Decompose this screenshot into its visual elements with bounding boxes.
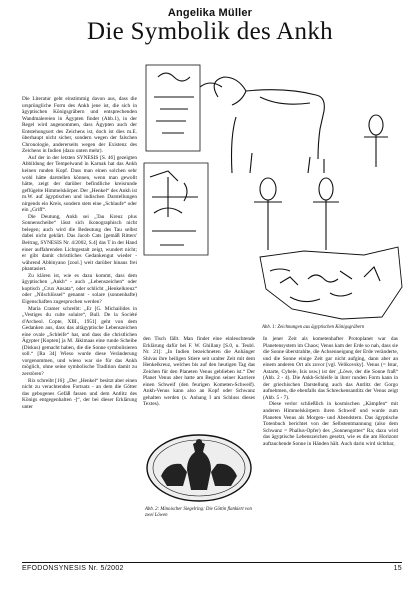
author-name: Angelika Müller bbox=[167, 7, 253, 19]
ankh-drawing bbox=[313, 178, 339, 250]
article-title: Die Symbolik des Ankh bbox=[87, 18, 333, 45]
journal-issue: EFODONSYNESIS Nr. 5/2002 bbox=[22, 565, 124, 572]
paragraph: Zu klären ist, wie es dazu kommt, dass dem ägyptischen „Ankh“ - auch „Lebenszeichen“ oder koptisch „Crux Ansata“, oder schlicht „Henkelkreuz“ oder „Nilschlüssel“ genannt - solare (sonnenhafte) Eigenschaften zugesprochen werden? bbox=[22, 272, 137, 305]
figure-egyptian-drawings bbox=[140, 57, 405, 325]
text-column-2 bbox=[143, 336, 255, 408]
paragraph: Diese verlor schließlich in kosmischen „Kämpfen“ mit anderen Himmelskörpern ihren Schweif und wurde zum Planeten Venus als Morgen- und Abendstern. Das ägyptische Totenbuch berichtet von der Selbstentmannung (also dem Schwanz = Phallus-Opfer) des „Sonnengottes“ Ra; dazu wird das ägyptische Lebenszeichen gesetzt, wie es die am Horizont auftauchende Sonne in Händen hält. Auch darin wird sichtbar, bbox=[263, 401, 398, 447]
paragraph: Die Deutung, Ankh sei „Tau Kreuz plus Sonnenscheibe“ lässt sich ikonographisch nicht belegen; auch wird die Bedeutung des Tau selbst dabei nicht geklärt. Das Jacob Cats [gemäß Ritters' Beitrag, SYNESIS Nr. 4/2002, S.4] das T in der Hand einer auffahrenden Lichtgestalt zeigt, wundert nicht; er gibt damit christliches Gedankengut wieder - während Abbinyano [zool.] weit darüber hinaus frei phantasiert. bbox=[22, 213, 137, 273]
ankh-drawing bbox=[254, 178, 282, 250]
text-column-1 bbox=[22, 96, 137, 410]
bull-drawing bbox=[200, 77, 324, 173]
paragraph: Rix schreibt [16]: „Der „Henkel“ besitzt aber einen nicht zu verachtenden Fortsatz - an dem die Götter das gebogenes Gefäß fassen und dem Antlitz des Königs entgegenhalten -]“, der bei dieser Erklärung unter bbox=[22, 377, 137, 410]
ankh-drawing bbox=[364, 115, 388, 167]
text-column-3 bbox=[263, 336, 398, 447]
page-footer bbox=[22, 562, 402, 572]
figure-caption: Abb. 2: Minoischer Siegelring: Die Göttin flankiert von zwei Löwen bbox=[145, 507, 252, 518]
paragraph: Maria Cramer schreibt: „Er [G. Michailides in „Vestiges du culte solaire“, Bull. De la Société d'Archeol. Copte, XIII., 1951] geht von dem Gedanken aus, dass das altägyptische Lebenszeichen eine ovale „Schleife“ hat, und dass die christlichen Ägypter [Kopten] ja M. Jäkimaas eine runde Scheibe (Diskus) gemacht haben, die die Sonne symbolisieren soll.“ [Ra 34] Wieso wurde diese Veränderung vorgenommen, und wieso war sie für das Ankh möglich, ohne seine symbolische Tradition damit zu zerstören? bbox=[22, 305, 137, 377]
paragraph: In jener Zeit als kometenhafter Protoplanet war das Planetensystem im Chaos; Venus kam der Erde so nah, dass sie die Sonne überstrahlte, die Achsenneigung der Erde veränderte, und die Sonne einige Zeit gar nicht aufging, dann aber an einem anderen Ort als zuvor [vgl. Velikovsky]. Venus (= Istar, Astarte, Cybele, Isis usw.) ist der „Löwe, der die Sonne fraß“ (Abb. 2 - 4). Die Ankh-Schleife in ihrer runden Form kann in der griechischen Darstellung auch das Antlitz der Gorgo aufnehmen, die ebenfalls das Schreckensantlitz der Venus zeigt (Abb. 5 - 7). bbox=[263, 336, 398, 401]
paragraph: Auf der in der letzten SYNESIS [S. 46] gezeigten Abbildung der Tempelwand in Karnak hat das Ankh keinen runden Kopf. Dass man einen solchen sehr wohl hätte darstellen können, wenn man gewollt hätte, zeigt der darüber befindliche kreisrunde geflügelte Himmelskörper. Der „Henkel“ des Ankh ist m.W. auf ägyptischen und indischen Darstellungen nirgends ein Kreis, sondern stets eine „Schlaufe“ oder ein „Griff“. bbox=[22, 154, 137, 214]
figure-caption: Abb. 1: Zeichnungen aus ägyptischen Königsgräbern bbox=[262, 325, 365, 330]
figure-minoan-seal bbox=[143, 432, 255, 504]
paragraph: den Tisch fällt. Man findet eine einleuchtende Erklärung dafür bei F. W. Ghillany [S.0, u. Teubl. Nr. 21]: „In Indien bezeichneten die Anhänger Shivas ihre heiligen Stiere seit uralter Zeit mit dem Henkelkreuz, welches bis auf den heutigen Tag das Zeichen für den Planeten Venus geblieben ist.“ Der Planet Venus aber hatte am Beginn seiner Karriere einen Schweif (den feurigen Kometen-Schweif). Ankh-Venus kann also an Kopf oder Schwanz gehalten werden (s. Anhang I am Schluss dieses Textes). bbox=[143, 336, 255, 408]
paragraph: Die Literatur geht einstimmig davon aus, dass die ursprüngliche Form des Ankh jene ist, die sich in ägyptischen Königsgräbern und entsprechenden Wandmalereien in Ägypten findet (Abb.1), in der Regel wird angenommen, dass Ägypten auch der Entstehungsort des Zeichens ist, doch ist dies m.E. überhaupt nicht sicher, sondern wegen der falschen Chronologie, andererseits wegen der Existenz des Zeichens in Indien (dazu unten mehr). bbox=[22, 96, 137, 155]
page-number: 15 bbox=[393, 565, 402, 572]
